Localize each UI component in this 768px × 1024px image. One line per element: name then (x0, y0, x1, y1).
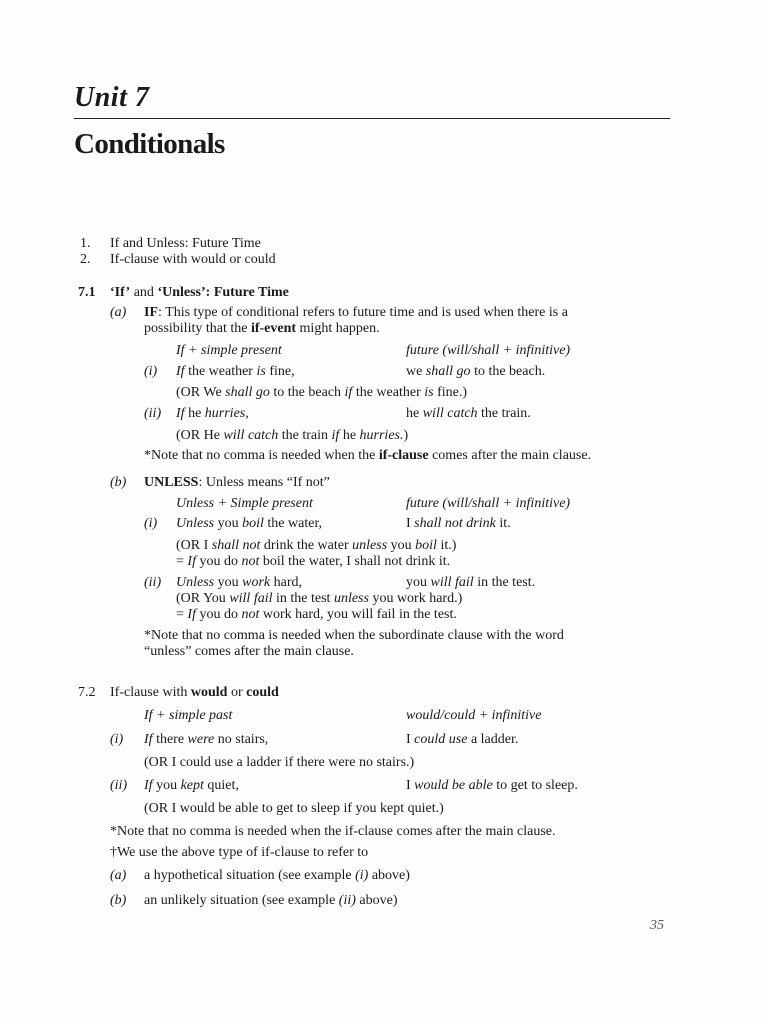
toc-num-2: 2. (80, 252, 91, 267)
unless-definition: UNLESS: Unless means “If not” (144, 475, 330, 490)
usage-b-text: an unlikely situation (see example (ii) above) (144, 893, 398, 908)
past-example-2-label: (ii) (110, 778, 128, 793)
if-example-1-label: (i) (144, 364, 158, 379)
unless-example-1-result: I shall not drink it. (406, 516, 511, 531)
if-definition-line-1: IF: This type of conditional refers to future time and is used when there is a (144, 305, 568, 320)
usage-a-label: (a) (110, 868, 127, 883)
past-usage-intro: †We use the above type of if-clause to refer to (110, 845, 369, 860)
past-example-2-alternative: (OR I would be able to get to sleep if you kept quiet.) (144, 801, 444, 816)
unless-example-2-condition: Unless you work hard, (176, 575, 303, 590)
if-pattern-right: future (will/shall + infinitive) (406, 343, 571, 358)
unit-title: Unit 7 (74, 82, 150, 113)
if-example-2-condition: If he hurries, (176, 406, 249, 421)
if-past-pattern-left: If + simple past (144, 708, 233, 723)
past-example-2-condition: If you kept quiet, (144, 778, 239, 793)
past-example-1-label: (i) (110, 732, 124, 747)
unless-example-2-label: (ii) (144, 575, 162, 590)
toc-num-1: 1. (80, 236, 91, 251)
if-example-1-alternative: (OR We shall go to the beach if the weather is fine.) (176, 385, 468, 400)
section-7-1-number: 7.1 (78, 285, 96, 300)
if-example-2-alternative: (OR He will catch the train if he hurries.) (176, 428, 409, 443)
unless-example-2-alternative: (OR You will fail in the test unless you work hard.) (176, 591, 463, 606)
if-example-1-condition: If the weather is fine, (176, 364, 295, 379)
unless-pattern-left: Unless + Simple present (176, 496, 313, 511)
chapter-title: Conditionals (74, 128, 225, 160)
if-example-1-result: we shall go to the beach. (406, 364, 546, 379)
page-number: 35 (650, 918, 664, 933)
past-example-2-result: I would be able to get to sleep. (406, 778, 578, 793)
unless-example-1-condition: Unless you boil the water, (176, 516, 323, 531)
past-example-1-result: I could use a ladder. (406, 732, 519, 747)
if-definition-line-2: possibility that the if-event might happen. (144, 321, 380, 336)
subsection-a-label: (a) (110, 305, 127, 320)
usage-b-label: (b) (110, 893, 127, 908)
unless-pattern-right: future (will/shall + infinitive) (406, 496, 571, 511)
unless-note-line-2: “unless” comes after the main clause. (144, 644, 354, 659)
if-example-2-label: (ii) (144, 406, 162, 421)
unless-example-1-equivalent: = If you do not boil the water, I shall not drink it. (176, 554, 451, 569)
unless-example-1-alternative: (OR I shall not drink the water unless you boil it.) (176, 538, 457, 553)
toc-item-1: If and Unless: Future Time (110, 236, 261, 251)
if-note: *Note that no comma is needed when the if-clause comes after the main clause. (144, 448, 592, 463)
header-rule (74, 118, 670, 119)
unless-note-line-1: *Note that no comma is needed when the subordinate clause with the word (144, 628, 564, 643)
unless-example-2-equivalent: = If you do not work hard, you will fail in the test. (176, 607, 457, 622)
section-7-2-number: 7.2 (78, 685, 96, 700)
unless-example-2-result: you will fail in the test. (406, 575, 536, 590)
if-pattern-left: If + simple present (176, 343, 282, 358)
toc-item-2: If-clause with would or could (110, 252, 276, 267)
section-7-2-heading: If-clause with would or could (110, 685, 279, 700)
past-note: *Note that no comma is needed when the if-clause comes after the main clause. (110, 824, 556, 839)
usage-a-text: a hypothetical situation (see example (i) above) (144, 868, 410, 883)
past-example-1-condition: If there were no stairs, (144, 732, 269, 747)
unless-example-1-label: (i) (144, 516, 158, 531)
if-example-2-result: he will catch the train. (406, 406, 531, 421)
section-7-1-heading: ‘If’ and ‘Unless’: Future Time (110, 285, 289, 300)
if-past-pattern-right: would/could + infinitive (406, 708, 542, 723)
past-example-1-alternative: (OR I could use a ladder if there were no stairs.) (144, 755, 415, 770)
subsection-b-label: (b) (110, 475, 127, 490)
